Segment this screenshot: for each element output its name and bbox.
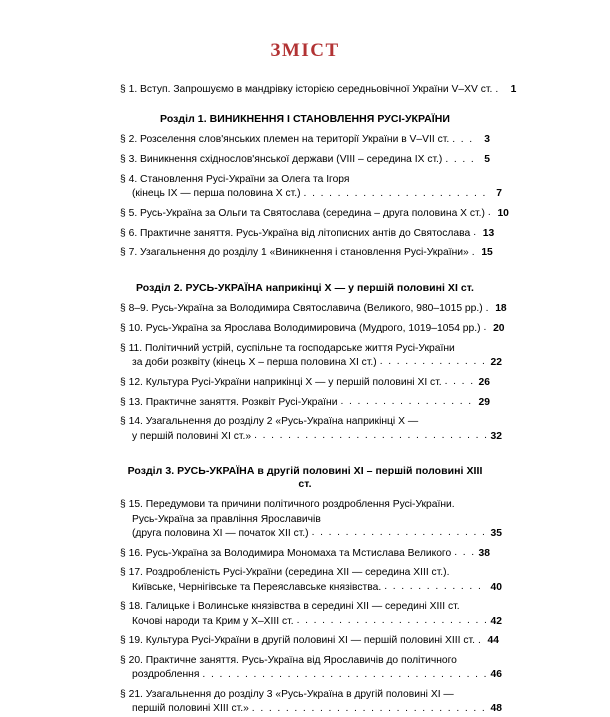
- leader-dots: [486, 302, 492, 316]
- toc-entry-text: § 16. Русь-Україна за Володимира Мономаха та Мстислава Великого: [120, 547, 452, 559]
- toc-entry-line: [120, 302, 507, 316]
- toc-entry-page: 15: [481, 247, 493, 259]
- toc-sections: [120, 97, 509, 716]
- toc-entry-text: § 10. Русь-Україна за Ярослава Володимировича (Мудрого, 1019–1054 рр.): [120, 322, 481, 334]
- leader-dots: [380, 355, 487, 369]
- toc-entry-text: § 21. Узагальнення до розділу 3 «Русь-Україна в другій половині XI —: [120, 689, 454, 701]
- toc-entry[interactable]: [120, 600, 502, 628]
- leader-dots: [252, 702, 487, 716]
- toc-entry[interactable]: [120, 246, 493, 260]
- toc-entry-line: [120, 547, 490, 561]
- leader-dots: [488, 206, 494, 220]
- toc-entry-text: (кінець IX — перша половина X ст.): [132, 188, 301, 199]
- toc-entry-line: [120, 83, 517, 97]
- toc-entry-text: за доби розквіту (кінець X – перша половина XI ст.): [132, 356, 377, 368]
- leader-dots: [202, 668, 487, 682]
- toc-entry-page: 7: [496, 188, 502, 199]
- leader-dots: [454, 546, 475, 560]
- section-header-1: Розділ 1. ВИНИКНЕННЯ І СТАНОВЛЕННЯ РУСІ-УКРАЇНИ: [160, 113, 450, 126]
- leader-dots: [472, 246, 478, 260]
- leader-dots: [340, 395, 475, 409]
- toc-entry-text: роздроблення: [132, 669, 200, 681]
- toc-content: [120, 62, 517, 717]
- toc-entry-text: (друга половина XI — початок XII ст.): [132, 527, 309, 539]
- toc-entry-page: 42: [490, 615, 502, 627]
- toc-entry-line: [120, 566, 490, 580]
- toc-entry-page: 26: [478, 376, 490, 388]
- page-title: ЗМІСТ: [270, 40, 340, 61]
- toc-entry-line: [120, 527, 502, 541]
- toc-entry-page: 20: [493, 322, 505, 334]
- leader-dots: [495, 83, 501, 97]
- toc-entry[interactable]: [120, 173, 502, 201]
- toc-entry[interactable]: [120, 207, 509, 221]
- toc-entry-text: § 18. Галицьке і Волинське князівства в середині XII — середині XIII ст.: [120, 601, 460, 613]
- toc-entry-line: [120, 654, 490, 668]
- toc-entry-line: [120, 668, 502, 682]
- toc-entry-page: 18: [495, 303, 507, 315]
- toc-entry-text: § 12. Культура Русі-України наприкінці X — у першій половині XI ст.: [120, 376, 442, 388]
- toc-entry-line: [120, 688, 490, 702]
- toc-entry-line: [120, 227, 495, 241]
- spacer: [120, 97, 490, 113]
- toc-entry[interactable]: [120, 634, 499, 648]
- section-header-3: Розділ 3. РУСЬ-УКРАЇНА в другій половині XI – першій половині XIII ст.: [127, 465, 483, 491]
- toc-entry-text: § 19. Культура Русі-України в другій половині XI — першій половині XIII ст.: [120, 635, 475, 647]
- toc-entry[interactable]: [120, 322, 505, 336]
- toc-entry-page: 44: [487, 635, 499, 647]
- toc-entry-text: § 11. Політичний устрій, суспільне та господарське життя Русі-України: [120, 342, 455, 354]
- toc-entry[interactable]: [120, 498, 502, 541]
- toc-entry-text: Київське, Чернігівське та Переяславське князівства.: [132, 581, 382, 593]
- toc-entry-text: першій половині XIII ст.»: [132, 703, 249, 715]
- toc-entry-page: 13: [482, 227, 495, 239]
- toc-entry[interactable]: [120, 227, 495, 241]
- toc-entry-page: 29: [478, 396, 490, 408]
- toc-entry-line: [120, 615, 502, 629]
- toc-entry-line: [120, 187, 502, 201]
- toc-entry-text: § 14. Узагальнення до розділу 2 «Русь-Україна наприкінці X —: [120, 416, 419, 428]
- toc-entry-page: 32: [490, 430, 502, 442]
- toc-entry-text: § 3. Виникнення східнослов'янської держави (VIII – середина IX ст.): [120, 154, 443, 165]
- toc-entry-text: § 1. Вступ. Запрошуємо в мандрівку історією середньовічної України V–XV ст.: [120, 84, 493, 95]
- section-entries-3: [120, 498, 502, 716]
- toc-entry-line: [120, 133, 490, 147]
- toc-entry-intro[interactable]: [120, 83, 517, 97]
- toc-entry-text: § 17. Роздробленість Русі-України (середина XII — середина XIII ст.).: [120, 567, 450, 579]
- spacer: [120, 491, 490, 498]
- spacer: [120, 126, 490, 133]
- toc-entry[interactable]: [120, 133, 490, 147]
- toc-entry-line: [120, 173, 490, 187]
- leader-dots: [445, 153, 475, 167]
- toc-entry-text: Кочові народи та Крим у X–XIII ст.: [132, 615, 294, 627]
- leader-dots: [484, 321, 490, 335]
- toc-entry-text: у першій половині XI ст.»: [132, 430, 252, 442]
- toc-entry-line: [120, 322, 505, 336]
- toc-entry[interactable]: [120, 654, 502, 682]
- toc-entry[interactable]: [120, 342, 502, 370]
- toc-entry-text: § 5. Русь-Україна за Ольги та Святослава (середина – друга половина X ст.): [120, 207, 485, 219]
- toc-entry-page: 46: [490, 669, 502, 681]
- toc-entry-text: § 2. Розселення слов'янських племен на території України в V–VII ст.: [120, 134, 450, 146]
- toc-entry-page: 10: [497, 207, 509, 219]
- leader-dots: [445, 375, 475, 389]
- leader-dots: [312, 526, 487, 540]
- toc-entry-text: § 15. Передумови та причини політичного роздроблення Русі-України.: [120, 499, 455, 511]
- toc-entry-page: 38: [478, 547, 490, 559]
- toc-entry-line: [120, 342, 490, 356]
- toc-entry-page: 5: [484, 154, 490, 165]
- spacer: [120, 266, 490, 282]
- toc-entry-line: [120, 356, 502, 370]
- toc-entry-text: § 4. Становлення Русі-України за Олега та Ігоря: [120, 173, 350, 185]
- toc-entry-page: 40: [490, 581, 502, 593]
- toc-entry-line: [120, 513, 502, 527]
- section-entries-2: [120, 302, 507, 444]
- toc-entry-text: § 8–9. Русь-Україна за Володимира Святославича (Великого, 980–1015 рр.): [120, 303, 483, 315]
- toc-entry-page: 1: [510, 84, 517, 95]
- toc-entry-text: § 20. Практичне заняття. Русь-Україна від Ярославичів до політичного: [120, 655, 457, 667]
- toc-entry[interactable]: [120, 302, 507, 316]
- toc-entry-line: [120, 415, 490, 429]
- leader-dots: [304, 187, 487, 201]
- toc-entry-line: [120, 430, 502, 444]
- toc-entry[interactable]: [120, 566, 502, 594]
- toc-entry-page: 22: [490, 356, 502, 368]
- toc-entry-line: [120, 246, 493, 260]
- toc-entry[interactable]: [120, 415, 502, 443]
- toc-entry-page: 35: [490, 527, 502, 539]
- toc-entry[interactable]: [120, 396, 490, 410]
- toc-entry-line: [120, 207, 509, 221]
- toc-entry[interactable]: [120, 547, 490, 561]
- toc-entry[interactable]: [120, 688, 502, 716]
- section-entries-1: [120, 133, 509, 260]
- toc-entry-line: [120, 153, 490, 167]
- leader-dots: [297, 614, 487, 628]
- toc-entry[interactable]: [120, 376, 490, 390]
- toc-entry-line: [120, 702, 502, 716]
- spacer: [120, 295, 490, 302]
- toc-entry-line: [120, 634, 499, 648]
- leader-dots: [384, 580, 487, 594]
- toc-entry-text: § 6. Практичне заняття. Русь-Україна від літописних антів до Святослава: [120, 227, 471, 239]
- spacer: [120, 449, 490, 465]
- toc-entry-line: [120, 581, 502, 595]
- toc-entry-text: § 7. Узагальнення до розділу 1 «Виникнення і становлення Русі-України»: [120, 247, 469, 259]
- toc-entry[interactable]: [120, 153, 490, 167]
- leader-dots: [473, 226, 479, 240]
- toc-entry-page: 3: [484, 134, 490, 146]
- leader-dots: [254, 429, 487, 443]
- leader-dots: [452, 133, 475, 147]
- toc-entry-line: [120, 376, 490, 390]
- section-header-2: Розділ 2. РУСЬ-УКРАЇНА наприкінці X — у першій половині XI ст.: [135, 282, 475, 295]
- leader-dots: [478, 634, 484, 648]
- toc-entry-text: Русь-Україна за правління Ярославичів: [132, 513, 321, 525]
- toc-entry-line: [120, 396, 490, 410]
- toc-entry-page: 48: [490, 703, 502, 715]
- toc-entry-line: [120, 498, 490, 512]
- toc-entry-line: [120, 600, 490, 614]
- toc-entry-text: § 13. Практичне заняття. Розквіт Русі-України: [120, 396, 338, 408]
